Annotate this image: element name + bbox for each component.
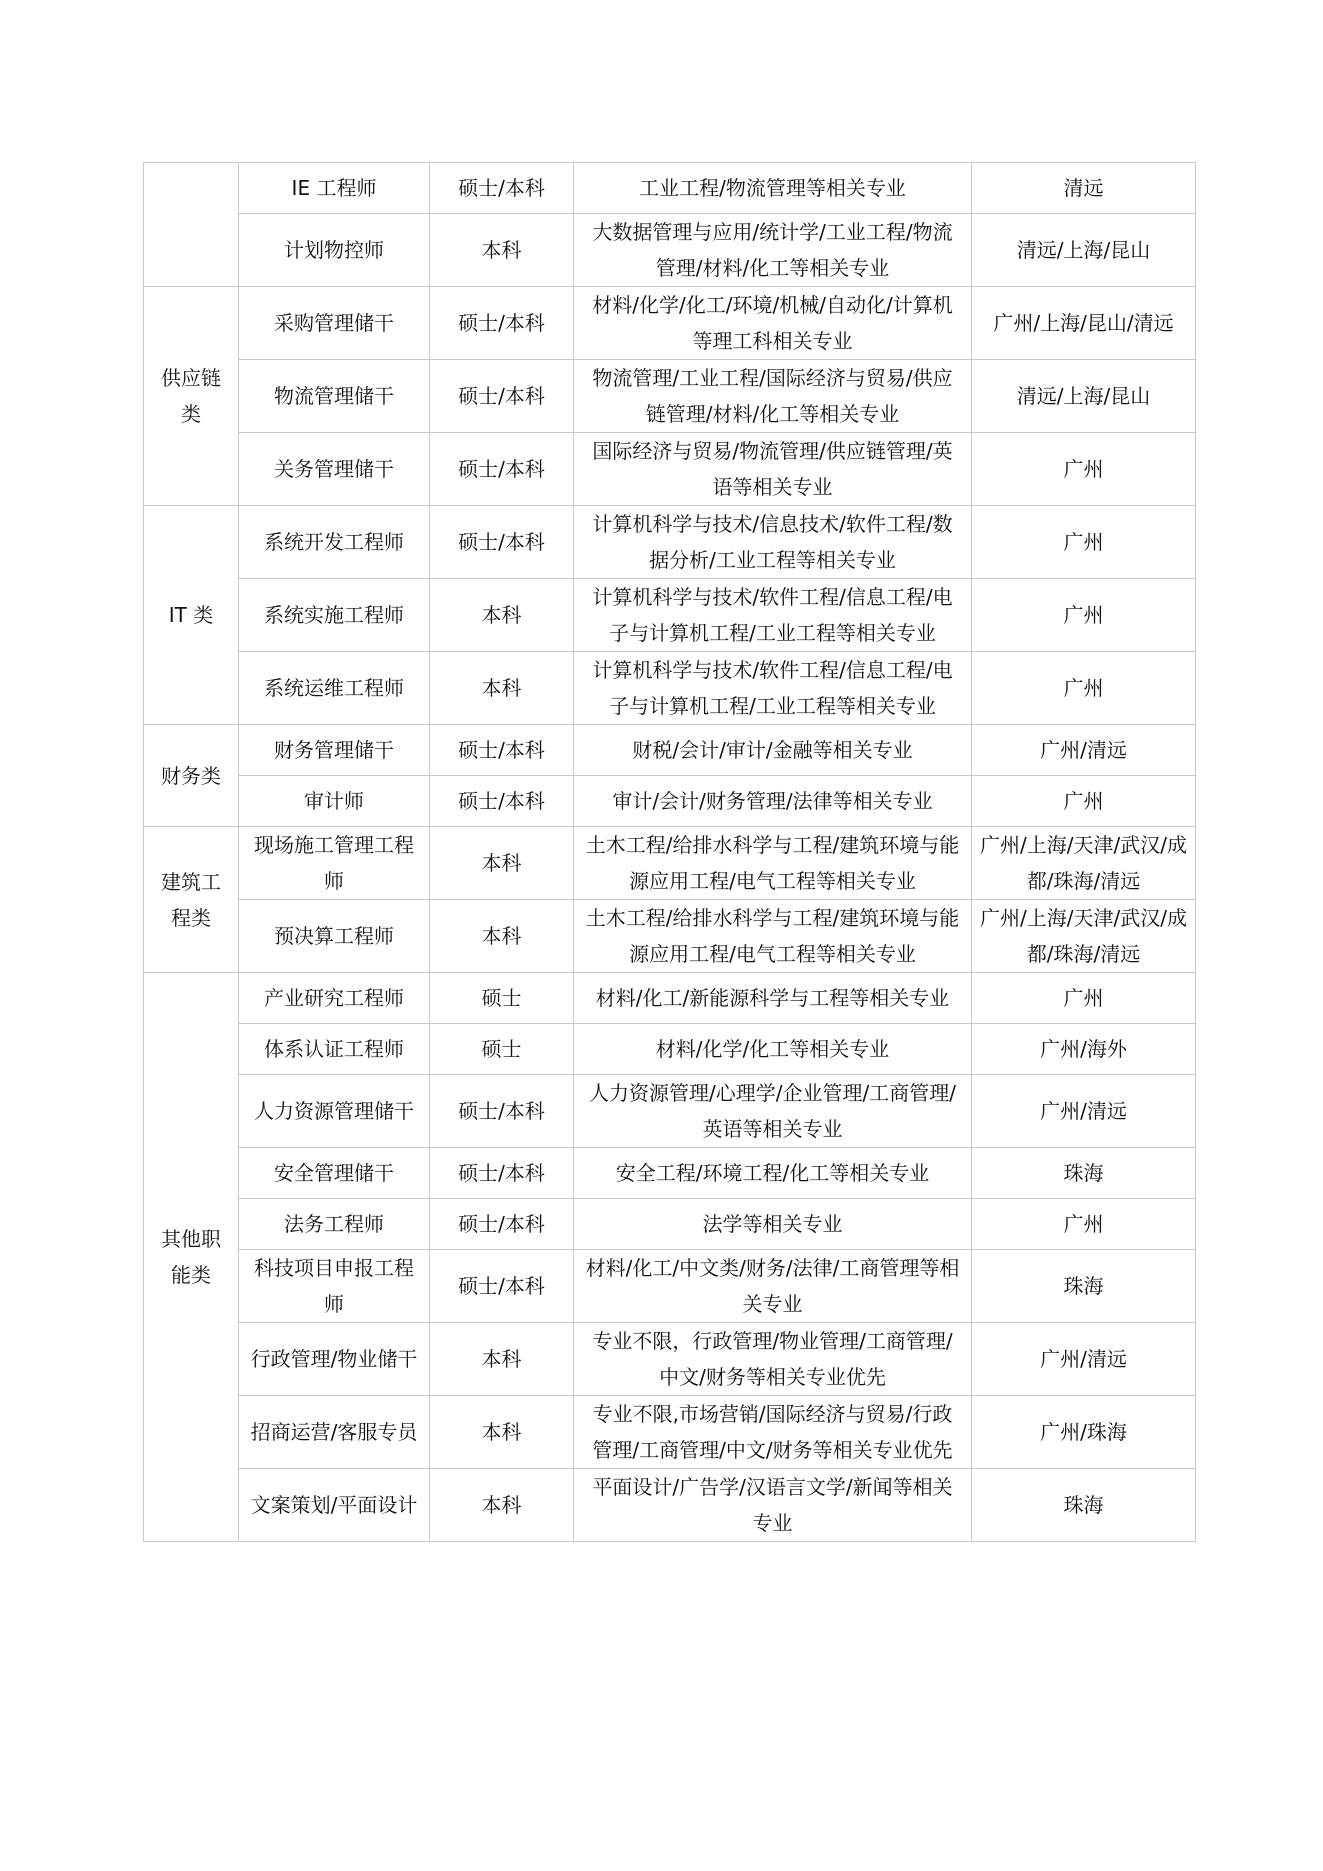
degree-cell: 本科 bbox=[430, 1323, 574, 1396]
location-cell: 广州/上海/天津/武汉/成都/珠海/清远 bbox=[972, 827, 1196, 900]
major-cell: 法学等相关专业 bbox=[574, 1199, 972, 1250]
location-cell: 广州/海外 bbox=[972, 1024, 1196, 1075]
location-cell: 广州 bbox=[972, 506, 1196, 579]
major-cell: 材料/化学/化工等相关专业 bbox=[574, 1024, 972, 1075]
degree-cell: 硕士/本科 bbox=[430, 433, 574, 506]
major-cell: 大数据管理与应用/统计学/工业工程/物流管理/材料/化工等相关专业 bbox=[574, 214, 972, 287]
table-row bbox=[144, 1075, 1196, 1148]
position-cell: 系统实施工程师 bbox=[239, 579, 430, 652]
degree-cell: 硕士/本科 bbox=[430, 1199, 574, 1250]
table-row bbox=[144, 973, 1196, 1024]
category-cell: 建筑工程类 bbox=[144, 827, 239, 973]
location-cell: 珠海 bbox=[972, 1469, 1196, 1542]
table-row bbox=[144, 725, 1196, 776]
major-cell: 物流管理/工业工程/国际经济与贸易/供应链管理/材料/化工等相关专业 bbox=[574, 360, 972, 433]
table-row bbox=[144, 214, 1196, 287]
position-cell: 系统开发工程师 bbox=[239, 506, 430, 579]
degree-cell: 硕士/本科 bbox=[430, 1075, 574, 1148]
degree-cell: 硕士/本科 bbox=[430, 776, 574, 827]
position-cell: 财务管理储干 bbox=[239, 725, 430, 776]
table-row bbox=[144, 360, 1196, 433]
job-table-body bbox=[144, 163, 1196, 1542]
table-row bbox=[144, 163, 1196, 214]
location-cell: 广州/珠海 bbox=[972, 1396, 1196, 1469]
location-cell: 清远/上海/昆山 bbox=[972, 360, 1196, 433]
degree-cell: 硕士 bbox=[430, 973, 574, 1024]
degree-cell: 本科 bbox=[430, 1469, 574, 1542]
position-cell: IE 工程师 bbox=[239, 163, 430, 214]
table-row bbox=[144, 900, 1196, 973]
position-cell: 现场施工管理工程师 bbox=[239, 827, 430, 900]
location-cell: 广州 bbox=[972, 973, 1196, 1024]
category-cell bbox=[144, 163, 239, 287]
table-row bbox=[144, 1199, 1196, 1250]
category-cell: 财务类 bbox=[144, 725, 239, 827]
position-cell: 审计师 bbox=[239, 776, 430, 827]
degree-cell: 本科 bbox=[430, 579, 574, 652]
major-cell: 安全工程/环境工程/化工等相关专业 bbox=[574, 1148, 972, 1199]
location-cell: 广州 bbox=[972, 776, 1196, 827]
table-row bbox=[144, 433, 1196, 506]
major-cell: 计算机科学与技术/软件工程/信息工程/电子与计算机工程/工业工程等相关专业 bbox=[574, 579, 972, 652]
position-cell: 科技项目申报工程师 bbox=[239, 1250, 430, 1323]
major-cell: 计算机科学与技术/软件工程/信息工程/电子与计算机工程/工业工程等相关专业 bbox=[574, 652, 972, 725]
major-cell: 材料/化学/化工/环境/机械/自动化/计算机等理工科相关专业 bbox=[574, 287, 972, 360]
position-cell: 采购管理储干 bbox=[239, 287, 430, 360]
major-cell: 材料/化工/中文类/财务/法律/工商管理等相关专业 bbox=[574, 1250, 972, 1323]
location-cell: 清远 bbox=[972, 163, 1196, 214]
table-row bbox=[144, 1250, 1196, 1323]
table-row bbox=[144, 287, 1196, 360]
degree-cell: 硕士/本科 bbox=[430, 1250, 574, 1323]
major-cell: 平面设计/广告学/汉语言文学/新闻等相关专业 bbox=[574, 1469, 972, 1542]
degree-cell: 本科 bbox=[430, 1396, 574, 1469]
location-cell: 珠海 bbox=[972, 1250, 1196, 1323]
major-cell: 专业不限,市场营销/国际经济与贸易/行政管理/工商管理/中文/财务等相关专业优先 bbox=[574, 1396, 972, 1469]
position-cell: 招商运营/客服专员 bbox=[239, 1396, 430, 1469]
major-cell: 计算机科学与技术/信息技术/软件工程/数据分析/工业工程等相关专业 bbox=[574, 506, 972, 579]
major-cell: 专业不限，行政管理/物业管理/工商管理/中文/财务等相关专业优先 bbox=[574, 1323, 972, 1396]
table-row bbox=[144, 1148, 1196, 1199]
degree-cell: 硕士 bbox=[430, 1024, 574, 1075]
degree-cell: 本科 bbox=[430, 652, 574, 725]
table-row bbox=[144, 1396, 1196, 1469]
location-cell: 广州 bbox=[972, 579, 1196, 652]
major-cell: 人力资源管理/心理学/企业管理/工商管理/英语等相关专业 bbox=[574, 1075, 972, 1148]
job-table bbox=[143, 162, 1196, 1542]
major-cell: 财税/会计/审计/金融等相关专业 bbox=[574, 725, 972, 776]
major-cell: 国际经济与贸易/物流管理/供应链管理/英语等相关专业 bbox=[574, 433, 972, 506]
table-row bbox=[144, 1024, 1196, 1075]
position-cell: 物流管理储干 bbox=[239, 360, 430, 433]
table-row bbox=[144, 776, 1196, 827]
position-cell: 文案策划/平面设计 bbox=[239, 1469, 430, 1542]
table-row bbox=[144, 579, 1196, 652]
category-cell: 其他职能类 bbox=[144, 973, 239, 1542]
degree-cell: 硕士/本科 bbox=[430, 163, 574, 214]
category-cell: IT 类 bbox=[144, 506, 239, 725]
degree-cell: 硕士/本科 bbox=[430, 725, 574, 776]
position-cell: 产业研究工程师 bbox=[239, 973, 430, 1024]
position-cell: 行政管理/物业储干 bbox=[239, 1323, 430, 1396]
position-cell: 计划物控师 bbox=[239, 214, 430, 287]
position-cell: 人力资源管理储干 bbox=[239, 1075, 430, 1148]
location-cell: 广州/上海/天津/武汉/成都/珠海/清远 bbox=[972, 900, 1196, 973]
location-cell: 广州/清远 bbox=[972, 1323, 1196, 1396]
degree-cell: 硕士/本科 bbox=[430, 506, 574, 579]
position-cell: 预决算工程师 bbox=[239, 900, 430, 973]
degree-cell: 本科 bbox=[430, 827, 574, 900]
location-cell: 广州/清远 bbox=[972, 725, 1196, 776]
table-row bbox=[144, 506, 1196, 579]
position-cell: 安全管理储干 bbox=[239, 1148, 430, 1199]
table-row bbox=[144, 652, 1196, 725]
location-cell: 广州 bbox=[972, 652, 1196, 725]
degree-cell: 硕士/本科 bbox=[430, 287, 574, 360]
major-cell: 审计/会计/财务管理/法律等相关专业 bbox=[574, 776, 972, 827]
degree-cell: 本科 bbox=[430, 900, 574, 973]
degree-cell: 本科 bbox=[430, 214, 574, 287]
major-cell: 材料/化工/新能源科学与工程等相关专业 bbox=[574, 973, 972, 1024]
degree-cell: 硕士/本科 bbox=[430, 360, 574, 433]
location-cell: 珠海 bbox=[972, 1148, 1196, 1199]
major-cell: 工业工程/物流管理等相关专业 bbox=[574, 163, 972, 214]
major-cell: 土木工程/给排水科学与工程/建筑环境与能源应用工程/电气工程等相关专业 bbox=[574, 900, 972, 973]
category-cell: 供应链类 bbox=[144, 287, 239, 506]
table-row bbox=[144, 827, 1196, 900]
location-cell: 广州 bbox=[972, 1199, 1196, 1250]
table-row bbox=[144, 1323, 1196, 1396]
position-cell: 关务管理储干 bbox=[239, 433, 430, 506]
location-cell: 广州/清远 bbox=[972, 1075, 1196, 1148]
position-cell: 体系认证工程师 bbox=[239, 1024, 430, 1075]
table-row bbox=[144, 1469, 1196, 1542]
degree-cell: 硕士/本科 bbox=[430, 1148, 574, 1199]
location-cell: 清远/上海/昆山 bbox=[972, 214, 1196, 287]
major-cell: 土木工程/给排水科学与工程/建筑环境与能源应用工程/电气工程等相关专业 bbox=[574, 827, 972, 900]
location-cell: 广州 bbox=[972, 433, 1196, 506]
position-cell: 系统运维工程师 bbox=[239, 652, 430, 725]
position-cell: 法务工程师 bbox=[239, 1199, 430, 1250]
location-cell: 广州/上海/昆山/清远 bbox=[972, 287, 1196, 360]
